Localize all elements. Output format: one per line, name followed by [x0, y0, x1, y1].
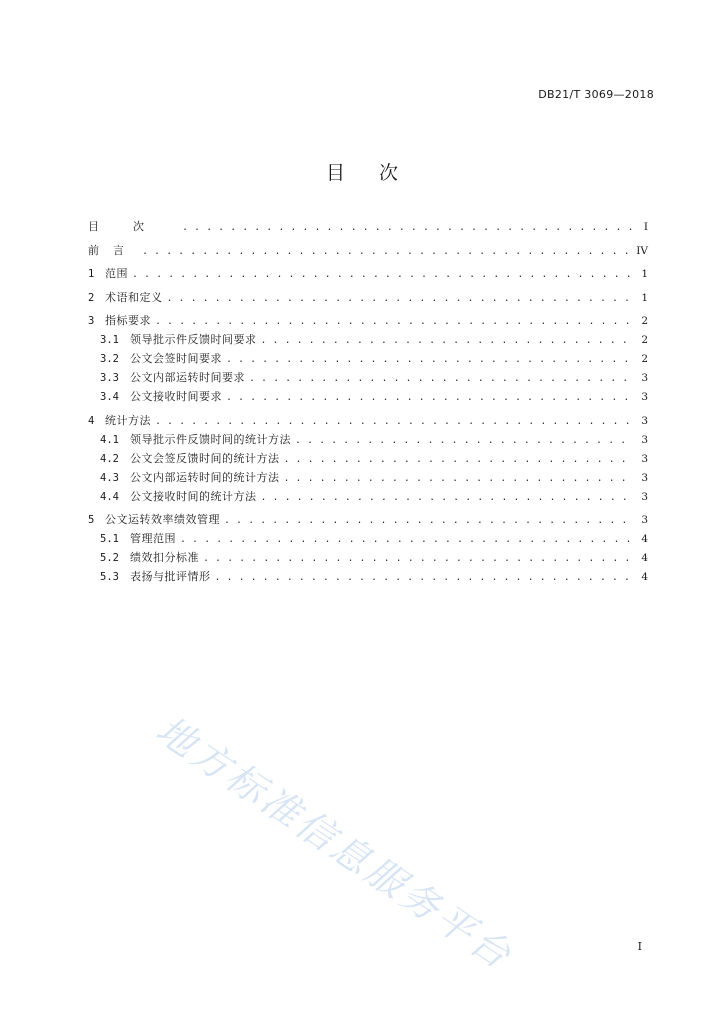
toc-entry[interactable]	[88, 568, 648, 587]
toc-entry-number: 4.1	[100, 433, 119, 446]
toc-dot-leader	[261, 492, 633, 503]
toc-entry-number: 4.4	[100, 490, 119, 503]
toc-entry-page: I	[643, 221, 648, 233]
toc-entry-page: 3	[641, 471, 648, 484]
toc-entry-page: 4	[641, 552, 648, 564]
toc-entry-page: 1	[641, 291, 648, 304]
toc-entry[interactable]	[88, 549, 648, 568]
toc-dot-leader	[182, 222, 632, 233]
toc-dot-leader	[284, 473, 633, 484]
page-title: 目次	[325, 162, 432, 184]
toc-entry-number: 4.2	[100, 452, 119, 465]
toc-entry-number: 3.4	[100, 391, 119, 403]
toc-entry-page: IV	[636, 244, 648, 257]
toc-entry-number: 3.1	[100, 334, 119, 346]
toc-entry-title: 统计方法	[105, 413, 151, 427]
toc-entry-page: 3	[641, 372, 648, 384]
toc-entry-number: 3.2	[100, 353, 119, 365]
toc-entry-title: 前言	[88, 243, 138, 257]
toc-entry[interactable]	[88, 369, 648, 388]
toc-entry-page: 3	[641, 490, 648, 503]
toc-entry-page: 3	[641, 433, 648, 446]
toc-entry-page: 4	[641, 533, 648, 545]
toc-dot-leader	[142, 246, 630, 257]
toc-dot-leader	[226, 392, 632, 403]
toc-entry-number: 2	[88, 291, 95, 304]
toc-dot-leader	[284, 454, 633, 465]
toc-entry-number: 4.3	[100, 471, 119, 484]
toc-dot-leader	[203, 553, 632, 564]
toc-entry-title: 领导批示件反馈时间的统计方法	[130, 432, 291, 446]
toc-entry[interactable]	[88, 431, 648, 450]
toc-entry-title: 表扬与批评情形	[130, 570, 211, 583]
toc-entry-title: 管理范围	[130, 532, 176, 545]
toc-entry[interactable]	[88, 289, 648, 308]
toc-entry-title: 绩效扣分标准	[130, 551, 199, 564]
toc-dot-leader	[224, 515, 632, 526]
toc-entry-page: 3	[641, 414, 648, 427]
toc-entry-page: 2	[641, 334, 648, 346]
toc-entry-page: 3	[641, 514, 648, 526]
toc-entry[interactable]	[88, 530, 648, 549]
toc-entry-title: 公文内部运转时间要求	[130, 371, 245, 384]
toc-entry[interactable]	[88, 312, 648, 331]
toc-entry-page: 1	[641, 268, 648, 280]
toc-dot-leader	[132, 269, 632, 280]
toc-entry-title: 领导批示件反馈时间要求	[130, 333, 257, 346]
toc-entry-number: 5.1	[100, 533, 119, 545]
page-number: I	[637, 940, 642, 953]
toc-entry-title: 术语和定义	[105, 290, 163, 304]
toc-entry-number: 5.2	[100, 552, 119, 564]
toc-entry[interactable]	[88, 388, 648, 407]
watermark: 地方标准信息服务平台	[148, 707, 522, 979]
toc-entry-page: 2	[641, 353, 648, 365]
toc-entry-title: 公文接收时间要求	[130, 390, 222, 403]
toc-entry[interactable]	[88, 511, 648, 530]
toc-entry-title: 公文会签反馈时间的统计方法	[130, 451, 280, 465]
toc-entry-title: 范围	[105, 267, 128, 280]
toc-entry-title: 公文接收时间的统计方法	[130, 489, 257, 503]
toc-dot-leader	[167, 293, 633, 304]
toc-dot-leader	[295, 435, 632, 446]
toc-entry-number: 5.3	[100, 571, 119, 583]
toc-entry[interactable]	[88, 350, 648, 369]
toc-entry-title: 指标要求	[105, 314, 151, 327]
toc-dot-leader	[249, 373, 632, 384]
toc-entry[interactable]	[88, 265, 648, 284]
toc-entry-page: 3	[641, 452, 648, 465]
toc-entry[interactable]	[88, 242, 648, 261]
toc-entry-number: 5	[88, 514, 95, 526]
toc-entry[interactable]	[88, 331, 648, 350]
toc-entry[interactable]	[88, 488, 648, 507]
toc-entry-page: 3	[641, 391, 648, 403]
toc-dot-leader	[180, 534, 632, 545]
toc-dot-leader	[261, 335, 633, 346]
toc-entry-page: 2	[641, 315, 648, 327]
toc-entry[interactable]	[88, 469, 648, 488]
toc-dot-leader	[155, 416, 632, 427]
toc-entry-number: 1	[88, 268, 95, 280]
toc-entry-title: 公文运转效率绩效管理	[105, 513, 220, 526]
toc-entry-title: 公文内部运转时间的统计方法	[130, 470, 280, 484]
toc-entry-page: 4	[641, 571, 648, 583]
toc-entry-number: 4	[88, 414, 95, 427]
toc-entry[interactable]	[88, 218, 648, 237]
toc-dot-leader	[226, 354, 632, 365]
toc-entry-title: 目次	[88, 220, 178, 233]
toc-dot-leader	[215, 572, 633, 583]
document-code: DB21/T 3069—2018	[538, 88, 654, 101]
toc-entry-number: 3	[88, 315, 95, 327]
toc-dot-leader	[155, 316, 632, 327]
toc-entry-number: 3.3	[100, 372, 119, 384]
toc-entry-title: 公文会签时间要求	[130, 352, 222, 365]
table-of-contents	[88, 218, 648, 587]
toc-entry[interactable]	[88, 450, 648, 469]
toc-entry[interactable]	[88, 412, 648, 431]
